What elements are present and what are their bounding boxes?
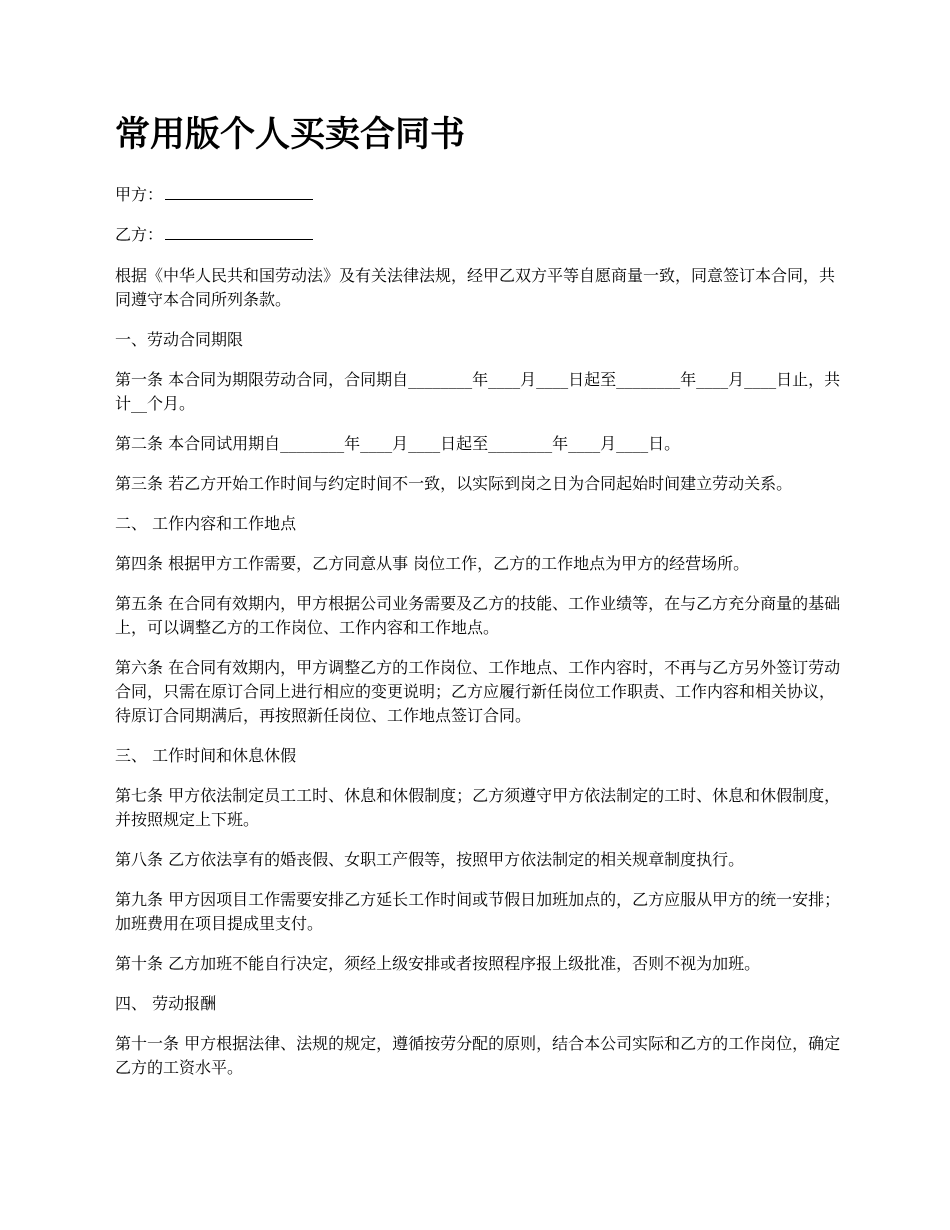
article-2: 第二条 本合同试用期自________年____月____日起至________年____月____日。 [115, 434, 681, 453]
section-heading-1: 一、劳动合同期限 [115, 330, 244, 349]
section-heading-2: 二、 工作内容和工作地点 [115, 514, 297, 533]
article-3: 第三条 若乙方开始工作时间与约定时间不一致，以实际到岗之日为合同起始时间建立劳动关系。 [115, 474, 793, 493]
party-a-label: 甲方： [115, 185, 164, 204]
party-b-label: 乙方： [115, 225, 164, 244]
party-a-line [115, 182, 845, 207]
article-6: 第六条 在合同有效期内，甲方调整乙方的工作岗位、工作地点、工作内容时，不再与乙方另外签订劳动合同，只需在原订合同上进行相应的变更说明；乙方应履行新任岗位工作职责、工作内容和相关协议，待原订合同期满后，再按照新任岗位、工作地点签订合同。 [115, 658, 841, 725]
party-b-line [115, 222, 845, 247]
party-a-blank [165, 182, 313, 200]
intro-paragraph: 根据《中华人民共和国劳动法》及有关法律法规，经甲乙双方平等自愿商量一致，同意签订本合同，共同遵守本合同所列条款。 [115, 266, 836, 309]
document-page [115, 112, 845, 1080]
section-heading-3: 三、 工作时间和休息休假 [115, 746, 297, 765]
article-7: 第七条 甲方依法制定员工工时、休息和休假制度；乙方须遵守甲方依法制定的工时、休息和休假制度，并按照规定上下班。 [115, 786, 841, 829]
article-9: 第九条 甲方因项目工作需要安排乙方延长工作时间或节假日加班加点的，乙方应服从甲方的统一安排；加班费用在项目提成里支付。 [115, 890, 841, 933]
article-8: 第八条 乙方依法享有的婚丧假、女职工产假等，按照甲方依法制定的相关规章制度执行。 [115, 850, 745, 869]
article-10: 第十条 乙方加班不能自行决定，须经上级安排或者按照程序报上级批准，否则不视为加班。 [115, 954, 761, 973]
article-4: 第四条 根据甲方工作需要，乙方同意从事 岗位工作，乙方的工作地点为甲方的经营场所。 [115, 554, 750, 573]
party-b-blank [165, 222, 313, 240]
section-heading-4: 四、 劳动报酬 [115, 994, 217, 1013]
article-11: 第十一条 甲方根据法律、法规的规定，遵循按劳分配的原则，结合本公司实际和乙方的工作岗位，确定乙方的工资水平。 [115, 1034, 841, 1077]
article-1: 第一条 本合同为期限劳动合同，合同期自________年____月____日起至________年____月____日止，共计__个月。 [115, 370, 841, 413]
document-title: 常用版个人买卖合同书 [115, 114, 466, 155]
article-5: 第五条 在合同有效期内，甲方根据公司业务需要及乙方的技能、工作业绩等，在与乙方充分商量的基础上，可以调整乙方的工作岗位、工作内容和工作地点。 [115, 594, 841, 637]
